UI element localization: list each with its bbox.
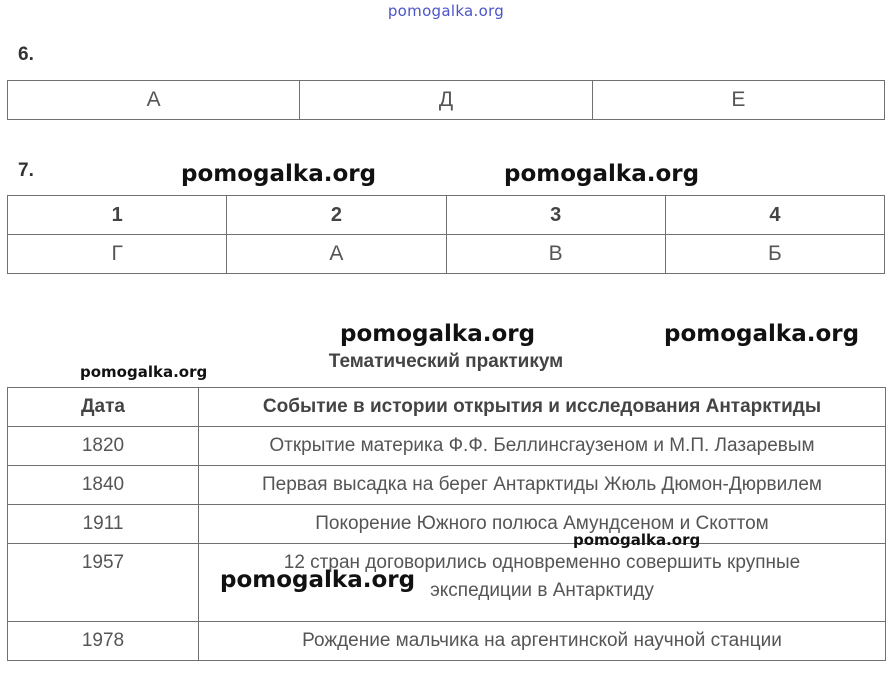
header-cell: 1 [8,196,227,235]
header-cell: 2 [227,196,446,235]
watermark-text: pomogalka.org [504,161,700,187]
header-cell: 3 [446,196,665,235]
watermark-text: pomogalka.org [664,321,860,347]
event-line-2: экспедиции в Антарктиду [430,580,654,601]
event-cell: Рождение мальчика на аргентинской научной станции [199,622,886,661]
watermark-text: pomogalka.org [181,161,377,187]
section-title: Тематический практикум [328,351,564,372]
question-6-table [7,80,885,120]
table-row [8,544,886,622]
answer-cell: А [8,81,300,120]
table-header-row [8,388,886,427]
watermark-text: pomogalka.org [340,321,536,347]
header-cell: 4 [665,196,884,235]
event-line-1: 12 стран договорились одновременно совершить крупные [283,552,801,573]
answer-cell: В [446,235,665,274]
table-row [8,622,886,661]
table-row [8,466,886,505]
date-cell: 1978 [8,622,199,661]
table-row [8,81,885,120]
watermark-text: pomogalka.org [220,567,416,593]
header-event: Событие в истории открытия и исследования Антарктиды [199,388,886,427]
answer-cell: А [227,235,446,274]
table-row [8,505,886,544]
question-6-number: 6. [18,44,34,65]
answer-cell: Б [665,235,884,274]
date-cell: 1840 [8,466,199,505]
watermark-text: pomogalka.org [80,363,208,381]
question-7-number: 7. [18,160,34,181]
date-cell: 1820 [8,427,199,466]
date-cell: 1957 [8,544,199,622]
event-cell: Покорение Южного полюса Амундсеном и Скоттом [199,505,886,544]
top-watermark[interactable]: pomogalka.org [387,2,505,20]
question-7-table [7,195,885,274]
table-row [8,235,885,274]
date-cell: 1911 [8,505,199,544]
event-cell: Открытие материка Ф.Ф. Беллинсгаузеном и М.П. Лазаревым [199,427,886,466]
answer-cell: Г [8,235,227,274]
watermark-text: pomogalka.org [573,531,701,549]
event-cell: Первая высадка на берег Антарктиды Жюль Дюмон-Дюрвилем [199,466,886,505]
table-header-row [8,196,885,235]
table-row [8,427,886,466]
header-date: Дата [8,388,199,427]
answer-cell: Д [300,81,592,120]
answer-cell: Е [592,81,884,120]
practicum-table [7,387,886,661]
